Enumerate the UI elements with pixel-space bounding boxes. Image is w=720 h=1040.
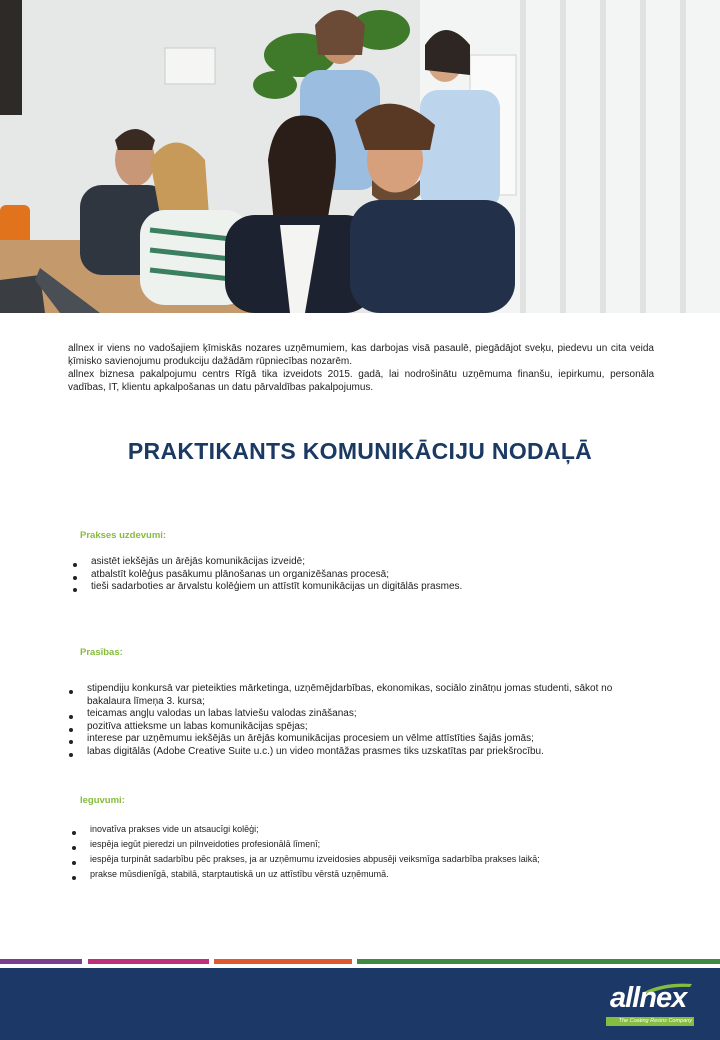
- tasks-heading: Prakses uzdevumi:: [80, 530, 167, 541]
- stripe-green: [357, 959, 720, 964]
- list-item: iespēja turpināt sadarbību pēc prakses, ja ar uzņēmumu izveidosies abpusēji veiksmīga sadarbība prakses laikā;: [70, 852, 670, 867]
- list-item: iespēja iegūt pieredzi un pilnveidoties profesionālā līmenī;: [70, 837, 670, 852]
- logo-tagline: The Coating Resins Company: [606, 1017, 694, 1026]
- list-item: asistēt iekšējās un ārējās komunikācijas izveidē;: [71, 556, 671, 569]
- list-item: teicamas angļu valodas un labas latviešu valodas zināšanas;: [67, 708, 647, 721]
- list-item: stipendiju konkursā var pieteikties mārketinga, uzņēmējdarbības, ekonomikas, sociālo zinātņu jomas studenti, sākot no bakalaura līmeņa 3. kursa;: [67, 683, 647, 708]
- office-meeting-illustration: [0, 0, 720, 313]
- list-item: pozitīva attieksme un labas komunikācijas spējas;: [67, 721, 647, 734]
- list-item: interese par uzņēmumu iekšējās un ārējās komunikācijas procesiem un vēlme attīstīties šajās jomās;: [67, 733, 647, 746]
- footer-bar: [0, 968, 720, 1040]
- hero-photo: [0, 0, 720, 313]
- stripe-orange: [214, 959, 352, 964]
- stripe-magenta: [88, 959, 209, 964]
- allnex-logo: [604, 982, 700, 1028]
- position-title: PRAKTIKANTS KOMUNIKĀCIJU NODAĻĀ: [127, 438, 593, 464]
- stripe-purple: [0, 959, 82, 964]
- list-item: atbalstīt kolēģus pasākumu plānošanas un organizēšanas procesā;: [71, 569, 671, 582]
- intro-text: [68, 342, 654, 394]
- list-item: inovatīva prakses vide un atsaucīgi kolēģi;: [70, 822, 670, 837]
- tasks-list: [71, 556, 671, 594]
- intro-paragraph-company: allnex ir viens no vadošajiem ķīmiskās nozares uzņēmumiem, kas darbojas visā pasaulē, piegādājot sveķu, piedevu un cita veida ķīmisko savienojumu produkciju dažādām rūpniecības nozarēm.: [68, 343, 654, 367]
- logo-wordmark: allnex: [610, 982, 687, 1014]
- requirements-list: [67, 683, 647, 758]
- requirements-heading: Prasības:: [80, 647, 123, 658]
- list-item: prakse mūsdienīgā, stabilā, starptautiskā un uz attīstību vērstā uzņēmumā.: [70, 867, 670, 882]
- benefits-heading: Ieguvumi:: [80, 795, 125, 806]
- intro-paragraph-riga-center: allnex biznesa pakalpojumu centrs Rīgā tika izveidots 2015. gadā, lai nodrošinātu uzņēmuma finanšu, iepirkumu, personāla vadības, IT, klientu apkalpošanas un datu pārvaldības pakalpojumus.: [68, 369, 654, 393]
- list-item: tieši sadarboties ar ārvalstu kolēģiem un attīstīt komunikācijas un digitālās prasmes.: [71, 581, 671, 594]
- list-item: labas digitālās (Adobe Creative Suite u.c.) un video montāžas prasmes tiks uzskatītas par priekšrocību.: [67, 746, 647, 759]
- benefits-list: [70, 822, 670, 882]
